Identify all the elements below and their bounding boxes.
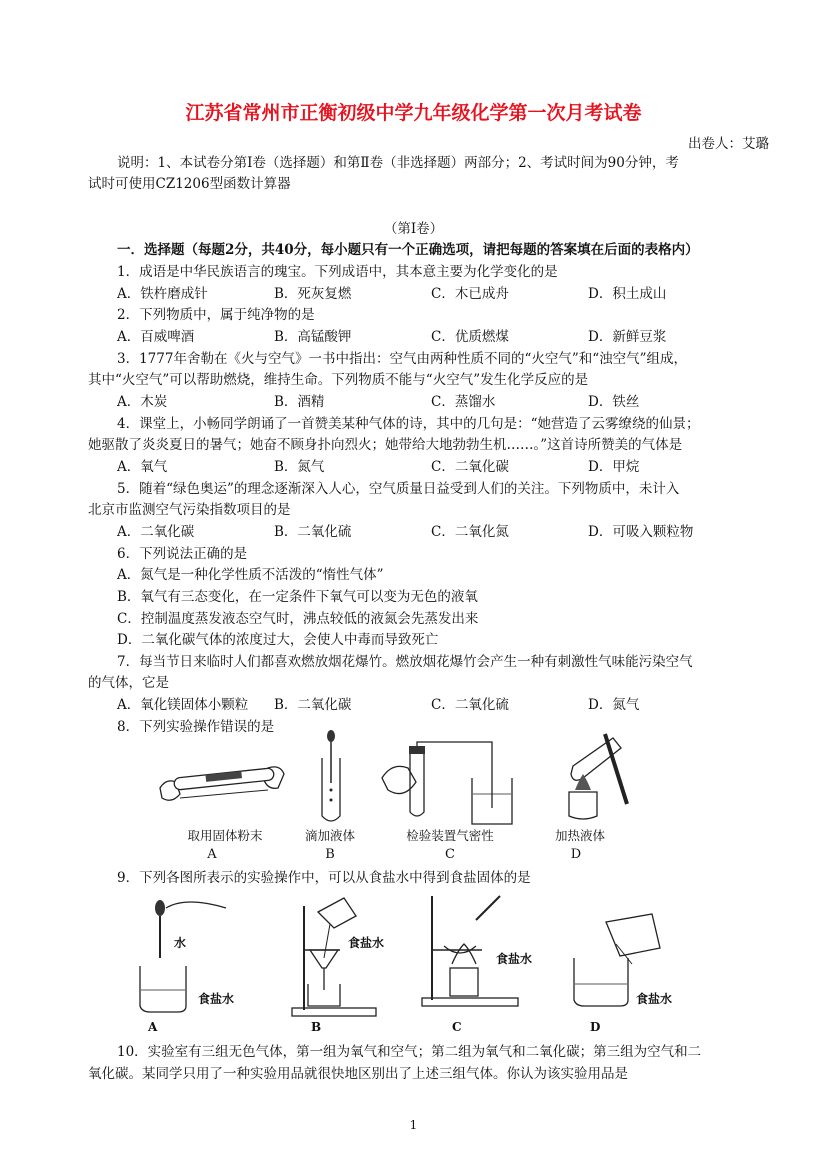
q2-option-d: D．新鲜豆浆 bbox=[588, 329, 667, 345]
q8-letter-c: C bbox=[445, 847, 455, 862]
q4-option-c: C．二氧化碳 bbox=[431, 459, 509, 475]
q1-option-d: D．积土成山 bbox=[588, 286, 667, 302]
q1-option-c: C．木已成舟 bbox=[431, 286, 509, 302]
q8-caption-b: 滴加液体 bbox=[304, 828, 355, 843]
q3-option-c: C．蒸馏水 bbox=[431, 394, 496, 410]
q4-option-a: A．氧气 bbox=[117, 459, 168, 475]
q3-option-b: B．酒精 bbox=[274, 394, 325, 410]
q8-caption-c: 检验装置气密性 bbox=[406, 828, 494, 843]
q9-letter-a: A bbox=[148, 1020, 158, 1034]
q2-option-b: B．高锰酸钾 bbox=[274, 329, 352, 345]
q4-stem-line-1: 4．课堂上，小畅同学朗诵了一首赞美某种气体的诗，其中的几句是：“她营造了云雾缭绕的仙景； bbox=[117, 416, 700, 432]
q2-stem: 2．下列物质中，属于纯净物的是 bbox=[117, 307, 315, 323]
q2-options bbox=[117, 327, 745, 347]
q3-option-d: D．铁丝 bbox=[588, 394, 640, 410]
q3-option-a: A．木炭 bbox=[117, 394, 168, 410]
q5-option-c: C．二氧化氮 bbox=[431, 524, 509, 540]
q9-label-brine-d: 食盐水 bbox=[636, 992, 673, 1006]
q8-letter-b: B bbox=[325, 847, 335, 862]
q7-option-b: B．二氧化碳 bbox=[274, 697, 352, 713]
q1-options bbox=[117, 284, 745, 304]
q10-stem-line-2: 氧化碳。某同学只用了一种实验用品就很快地区别出了上述三组气体。你认为该实验用品是 bbox=[88, 1066, 628, 1082]
q4-options bbox=[117, 457, 745, 477]
q9-letter-b: B bbox=[311, 1020, 322, 1034]
q3-stem-line-1: 3．1777年舍勒在《火与空气》一书中指出：空气由两种性质不同的“火空气”和“浊空气”组成， bbox=[117, 351, 688, 367]
q10-stem-line-1: 10．实验室有三组无色气体，第一组为氧气和空气；第二组为氧气和二氧化碳；第三组为空气和二 bbox=[117, 1044, 702, 1060]
q9-stem: 9．下列各图所表示的实验操作中，可以从食盐水中得到食盐固体的是 bbox=[117, 870, 531, 886]
q5-option-a: A．二氧化碳 bbox=[117, 524, 195, 540]
q7-option-d: D．氮气 bbox=[588, 697, 640, 713]
q7-stem-line-1: 7．每当节日来临时人们都喜欢燃放烟花爆竹。燃放烟花爆竹会产生一种有刺激性气味能污染空气 bbox=[117, 654, 693, 670]
q5-stem-line-1: 5．随着“绿色奥运”的理念逐渐深入人心，空气质量日益受到人们的关注。下列物质中，未计入 bbox=[117, 481, 680, 497]
q8-figure-b bbox=[308, 728, 353, 828]
q9-label-brine-c: 食盐水 bbox=[496, 952, 533, 966]
part1-title: （第Ⅰ卷） bbox=[383, 221, 444, 237]
q7-stem-line-2: 的气体，它是 bbox=[88, 675, 169, 691]
q6-stem: 6．下列说法正确的是 bbox=[117, 546, 248, 562]
q9-letter-c: C bbox=[452, 1020, 462, 1034]
q4-option-d: D．甲烷 bbox=[588, 459, 640, 475]
q9-figure-a bbox=[128, 894, 238, 1034]
q7-option-a: A．氧化镁固体小颗粒 bbox=[117, 697, 249, 713]
section1-header: 一．选择题（每题2分，共40分，每小题只有一个正确选项，请把每题的答案填在后面的表格内） bbox=[117, 242, 699, 258]
q8-figure-c bbox=[380, 738, 520, 828]
q8-letter-d: D bbox=[570, 847, 582, 862]
q9-label-brine-a: 食盐水 bbox=[198, 992, 235, 1006]
q8-figure-a bbox=[150, 748, 295, 823]
q4-option-b: B．氮气 bbox=[274, 459, 325, 475]
q5-option-d: D．可吸入颗粒物 bbox=[588, 524, 694, 540]
q9-label-brine-b: 食盐水 bbox=[348, 936, 385, 950]
q8-figure-d bbox=[535, 730, 635, 828]
q8-caption-d: 加热液体 bbox=[554, 828, 605, 843]
q2-option-a: A．百威啤酒 bbox=[117, 329, 195, 345]
q9-label-water: 水 bbox=[174, 936, 187, 950]
q2-option-c: C．优质燃煤 bbox=[431, 329, 509, 345]
q7-option-c: C．二氧化硫 bbox=[431, 697, 509, 713]
q8-letter-a: A bbox=[207, 847, 217, 862]
q6-option-b: B．氧气有三态变化，在一定条件下氧气可以变为无色的液氧 bbox=[117, 589, 478, 605]
q6-option-a: A．氮气是一种化学性质不活泼的“惰性气体” bbox=[117, 567, 384, 583]
q1-option-b: B．死灰复燃 bbox=[274, 286, 352, 302]
q5-stem-line-2: 北京市监测空气污染指数项目的是 bbox=[88, 502, 291, 518]
q9-letter-d: D bbox=[590, 1020, 601, 1034]
exam-title: 江苏省常州市正衡初级中学九年级化学第一次月考试卷 bbox=[185, 102, 642, 124]
q4-stem-line-2: 她驱散了炎炎夏日的暑气；她奋不顾身扑向烈火；她带给大地勃勃生机……。”这首诗所赞美的气体是 bbox=[88, 437, 683, 453]
q5-option-b: B．二氧化硫 bbox=[274, 524, 352, 540]
q9-figure-b bbox=[282, 894, 402, 1034]
instructions-line-1: 说明：1、本试卷分第Ⅰ卷（选择题）和第Ⅱ卷（非选择题）两部分；2、考试时间为90分钟，考 bbox=[117, 155, 679, 171]
q6-option-d: D．二氧化碳气体的浓度过大，会使人中毒而导致死亡 bbox=[117, 632, 439, 648]
q5-options bbox=[117, 522, 745, 542]
instructions-line-2: 试时可使用CZ1206型函数计算器 bbox=[88, 176, 291, 192]
q1-option-a: A．铁杵磨成针 bbox=[117, 286, 208, 302]
q8-stem: 8．下列实验操作错误的是 bbox=[117, 719, 275, 735]
page-number: 1 bbox=[409, 1118, 418, 1132]
q1-stem: 1．成语是中华民族语言的瑰宝。下列成语中，其本意主要为化学变化的是 bbox=[117, 264, 558, 280]
q3-stem-line-2: 其中“火空气”可以帮助燃烧，维持生命。下列物质不能与“火空气”发生化学反应的是 bbox=[88, 372, 589, 388]
q8-caption-a: 取用固体粉末 bbox=[187, 828, 263, 843]
q6-option-c: C．控制温度蒸发液态空气时，沸点较低的液氮会先蒸发出来 bbox=[117, 611, 479, 627]
q3-options bbox=[117, 392, 745, 412]
author-line: 出卷人：艾璐 bbox=[688, 136, 769, 152]
